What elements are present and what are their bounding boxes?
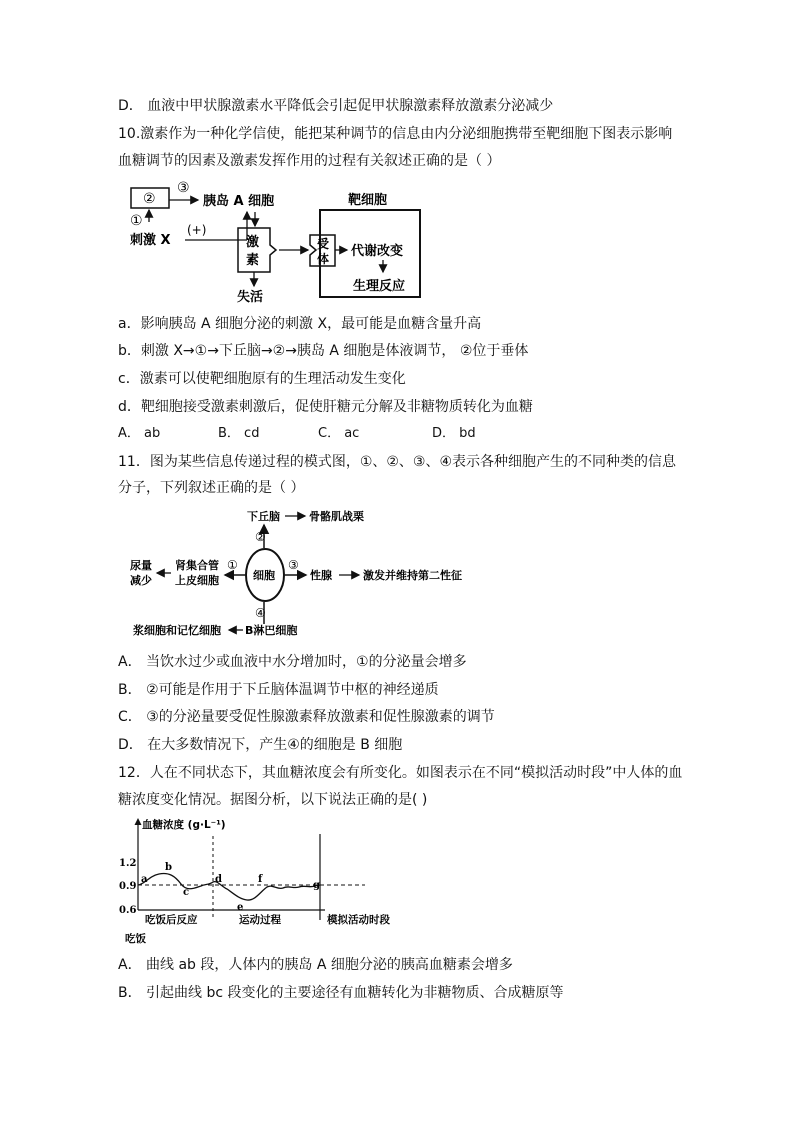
- eat-label: 吃饭: [125, 933, 146, 945]
- q11-option-d[interactable]: D． 在大多数情况下，产生④的细胞是 B 细胞: [118, 737, 403, 753]
- target-cell-label: 靶细胞: [348, 193, 388, 208]
- q10-option-a[interactable]: A． ab: [118, 426, 161, 441]
- receptor-label-1: 受: [317, 237, 330, 251]
- q12-option-b[interactable]: B． 引起曲线 bc 段变化的主要途径有血糖转化为非糖物质、合成糖原等: [118, 985, 564, 1001]
- num-3: ③: [288, 558, 299, 572]
- hormone-label-2: 素: [246, 253, 260, 268]
- tick-1.2: 1.2: [119, 858, 137, 869]
- y-axis-label: 血糖浓度 (g·L⁻¹): [142, 819, 226, 831]
- muscle-shiver: 骨骼肌战栗: [309, 510, 364, 523]
- point-d: d: [215, 874, 222, 885]
- q10-statement-d: d．靶细胞接受激素刺激后，促使肝糖元分解及非糖物质转化为血糖: [118, 399, 533, 415]
- glucose-curve: [138, 873, 320, 900]
- cell-label: 细胞: [253, 569, 275, 582]
- b-lymphocyte: B淋巴细胞: [245, 624, 298, 637]
- point-g: g: [313, 880, 320, 891]
- point-b: b: [165, 862, 172, 873]
- q10-stem-line1: 10.激素作为一种化学信使，能把某种调节的信息由内分泌细胞携带至靶细胞下图表示影响: [118, 126, 673, 142]
- plus-sign: (+): [187, 223, 207, 237]
- point-c: c: [183, 887, 190, 898]
- receptor-label-2: 体: [317, 252, 330, 266]
- box-2-label: ②: [143, 191, 156, 207]
- q10-option-b[interactable]: B． cd: [218, 426, 260, 441]
- q12-chart: [115, 814, 425, 950]
- q12-option-a[interactable]: A． 曲线 ab 段，人体内的胰岛 A 细胞分泌的胰高血糖素会增多: [118, 957, 513, 973]
- point-e: e: [237, 902, 244, 913]
- islet-a-cell: 胰岛 A 细胞: [203, 194, 275, 209]
- q10-diagram: [125, 180, 435, 305]
- stimulus-x: 刺激 X: [130, 233, 171, 248]
- tick-0.9: 0.9: [119, 881, 137, 892]
- inactivated: 失活: [237, 290, 264, 305]
- segment-exercise: 运动过程: [239, 914, 281, 926]
- gonad: 性腺: [310, 569, 332, 582]
- segment-after-meal: 吃饭后反应: [145, 914, 198, 926]
- q9-option-d: D． 血液中甲状腺激素水平降低会引起促甲状腺激素释放激素分泌减少: [118, 98, 554, 114]
- metabolism-change: 代谢改变: [351, 244, 404, 259]
- q12-stem-line2: 糖浓度变化情况。据图分析，以下说法正确的是( ): [118, 792, 428, 808]
- point-a: a: [141, 874, 148, 885]
- num-1: ①: [130, 213, 143, 229]
- q11-option-b[interactable]: B． ②可能是作用于下丘脑体温调节中枢的神经递质: [118, 682, 439, 698]
- hypothalamus: 下丘脑: [247, 510, 280, 523]
- q11-option-a[interactable]: A． 当饮水过少或血液中水分增加时，①的分泌量会增多: [118, 654, 467, 670]
- plasma-memory-cells: 浆细胞和记忆细胞: [133, 624, 221, 637]
- q11-stem-line2: 分子，下列叙述正确的是（ ）: [118, 480, 305, 496]
- q10-option-d[interactable]: D． bd: [432, 426, 476, 441]
- num-3: ③: [177, 180, 190, 196]
- physiological-response: 生理反应: [353, 279, 406, 294]
- urine-line1: 尿量: [130, 559, 152, 572]
- q11-option-c[interactable]: C． ③的分泌量要受促性腺激素释放激素和促性腺激素的调节: [118, 709, 495, 725]
- num-4: ④: [255, 606, 266, 620]
- kidney-line1: 肾集合管: [175, 559, 219, 572]
- q12-stem-line1: 12．人在不同状态下，其血糖浓度会有所变化。如图表示在不同“模拟活动时段”中人体的血: [118, 765, 683, 781]
- urine-line2: 减少: [130, 574, 152, 587]
- q10-option-c[interactable]: C． ac: [318, 426, 360, 441]
- q11-stem-line1: 11．图为某些信息传递过程的模式图，①、②、③、④表示各种细胞产生的不同种类的信息: [118, 454, 677, 470]
- q10-stem-line2: 血糖调节的因素及激素发挥作用的过程有关叙述正确的是（ ）: [118, 153, 501, 169]
- x-axis-label: 模拟活动时段: [327, 914, 390, 926]
- q11-diagram: [125, 507, 485, 639]
- tick-0.6: 0.6: [119, 905, 137, 916]
- num-2: ②: [255, 530, 266, 544]
- hormone-label-1: 激: [246, 235, 260, 250]
- q10-statement-c: c．激素可以使靶细胞原有的生理活动发生变化: [118, 371, 406, 387]
- kidney-line2: 上皮细胞: [175, 574, 219, 587]
- q10-statement-b: b．刺激 X→①→下丘脑→②→胰岛 A 细胞是体液调节， ②位于垂体: [118, 343, 529, 359]
- q10-statement-a: a．影响胰岛 A 细胞分泌的刺激 X，最可能是血糖含量升高: [118, 316, 482, 332]
- point-f: f: [258, 874, 263, 885]
- num-1: ①: [227, 558, 238, 572]
- secondary-sex: 激发并维持第二性征: [363, 569, 462, 582]
